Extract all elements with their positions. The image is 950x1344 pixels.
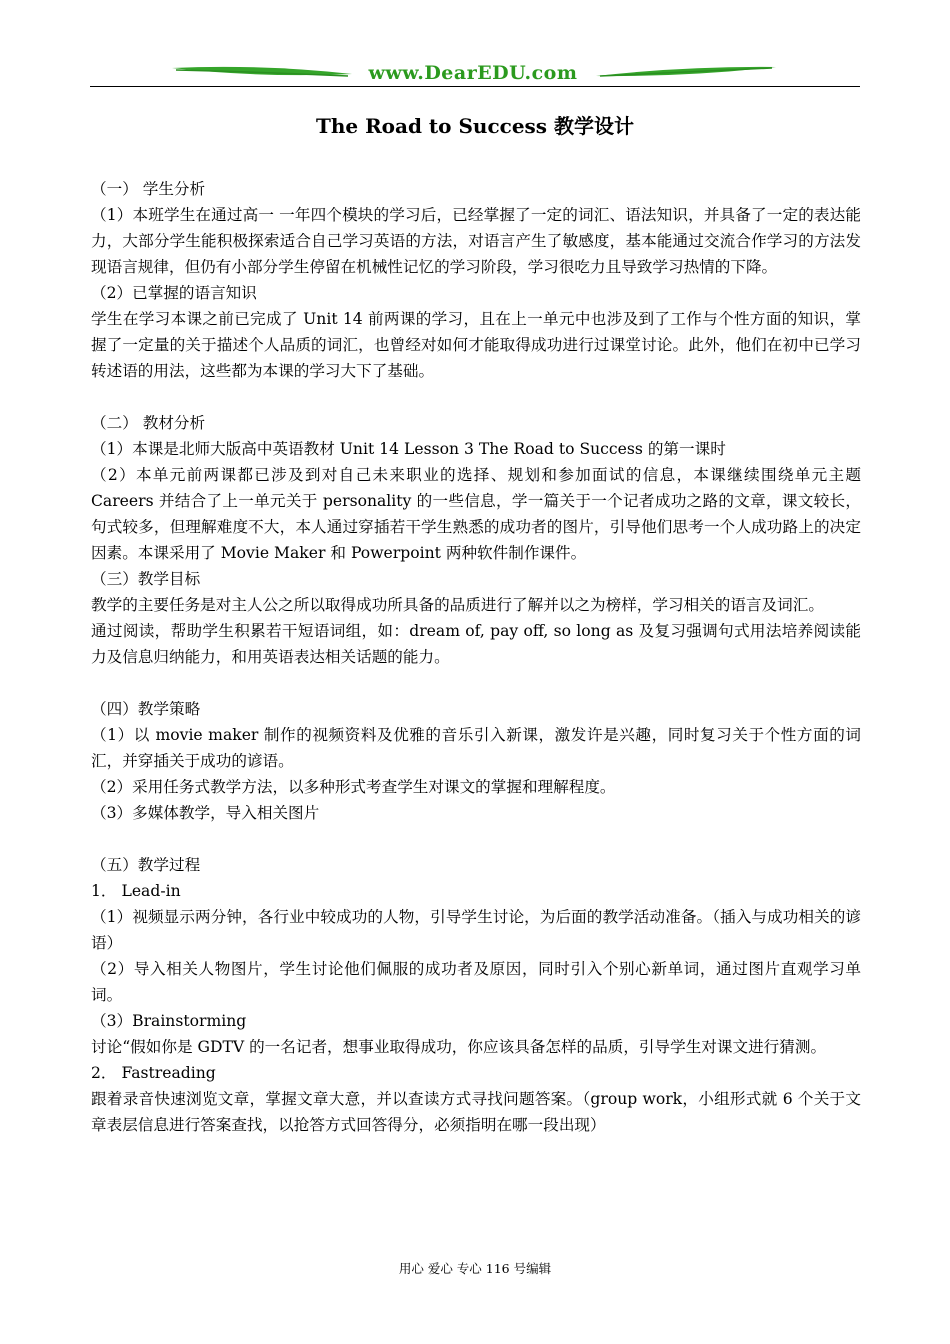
- page-header: [0, 0, 950, 92]
- header-rule: [90, 86, 860, 87]
- brand-logo-text: www.DearEDU.com: [368, 62, 578, 84]
- paragraph: （2）导入相关人物图片，学生讨论他们佩服的成功者及原因，同时引入个别心新单词，通过图片直观学习单词。: [91, 960, 861, 1004]
- paragraph: （一） 学生分析: [91, 180, 206, 198]
- document-title: The Road to Success 教学设计: [315, 114, 635, 138]
- paragraph: （1）视频显示两分钟，各行业中较成功的人物，引导学生讨论，为后面的教学活动准备。（插入与成功相关的谚语）: [91, 908, 861, 952]
- paragraph: 通过阅读，帮助学生积累若干短语词组，如：dream of, pay off, so long as 及复习强调句式用法培养阅读能力及信息归纳能力，和用英语表达相关话题的能力。: [91, 622, 861, 666]
- paragraph: 跟着录音快速浏览文章，掌握文章大意，并以查读方式寻找问题答案。（group work，小组形式就 6 个关于文章表层信息进行答案查找，以抢答方式回答得分，必须指明在哪一段出现）: [91, 1090, 861, 1134]
- paragraph: （3）多媒体教学，导入相关图片: [91, 804, 320, 822]
- paragraph: （1）本班学生在通过高一 一年四个模块的学习后，已经掌握了一定的词汇、语法知识，并具备了一定的表达能力，大部分学生能积极探索适合自己学习英语的方法，对语言产生了敏感度，基本能通过交流合作学习的方法发现语言规律，但仍有小部分学生停留在机械性记忆的学习阶段，学习很吃力且导致学习热情的下降。: [91, 206, 861, 276]
- blank-line: [91, 384, 861, 410]
- paragraph: 讨论“假如你是 GDTV 的一名记者，想事业取得成功，你应该具备怎样的品质，引导学生对课文进行猜测。: [91, 1038, 827, 1056]
- paragraph: （二） 教材分析: [91, 414, 206, 432]
- paragraph: 教学的主要任务是对主人公之所以取得成功所具备的品质进行了解并以之为榜样，学习相关的语言及词汇。: [91, 596, 824, 614]
- paragraph: （三）教学目标: [91, 570, 201, 588]
- paragraph: （1）本课是北师大版高中英语教材 Unit 14 Lesson 3 The Road to Success 的第一课时: [91, 440, 726, 458]
- paragraph: （2）本单元前两课都已涉及到对自己未来职业的选择、规划和参加面试的信息，本课继续围绕单元主题 Careers 并结合了上一单元关于 personality 的一些信息，学一篇关于一个记者成功之路的文章，课文较长，句式较多，但理解难度不大，本人通过穿插若干学生熟悉的成功者的图片，引导他们思考一个人成功路上的决定因素。本课采用了 Movie Maker 和 Powerpoint 两种软件制作课件。: [91, 466, 861, 562]
- paragraph: （五）教学过程: [91, 856, 201, 874]
- paragraph: （2）已掌握的语言知识: [91, 284, 257, 302]
- paragraph: （1）以 movie maker 制作的视频资料及优雅的音乐引入新课，激发许是兴趣，同时复习关于个性方面的词汇，并穿插关于成功的谚语。: [91, 726, 861, 770]
- paragraph: 学生在学习本课之前已完成了 Unit 14 前两课的学习，且在上一单元中也涉及到了工作与个性方面的知识，掌握了一定量的关于描述个人品质的词汇，也曾经对如何才能取得成功进行过课堂讨论。此外，他们在初中已学习转述语的用法，这些都为本课的学习大下了基础。: [91, 310, 861, 380]
- document-body: [91, 176, 861, 1138]
- paragraph: 1． Lead-in: [91, 882, 181, 900]
- paragraph: 2． Fastreading: [91, 1064, 216, 1082]
- page-footer: 用心 爱心 专心 116 号编辑: [398, 1261, 552, 1276]
- paragraph: （3）Brainstorming: [91, 1012, 247, 1030]
- blank-line: [91, 670, 861, 696]
- paragraph: （2）采用任务式教学方法，以多种形式考查学生对课文的掌握和理解程度。: [91, 778, 616, 796]
- blank-line: [91, 826, 861, 852]
- paragraph: （四）教学策略: [91, 700, 201, 718]
